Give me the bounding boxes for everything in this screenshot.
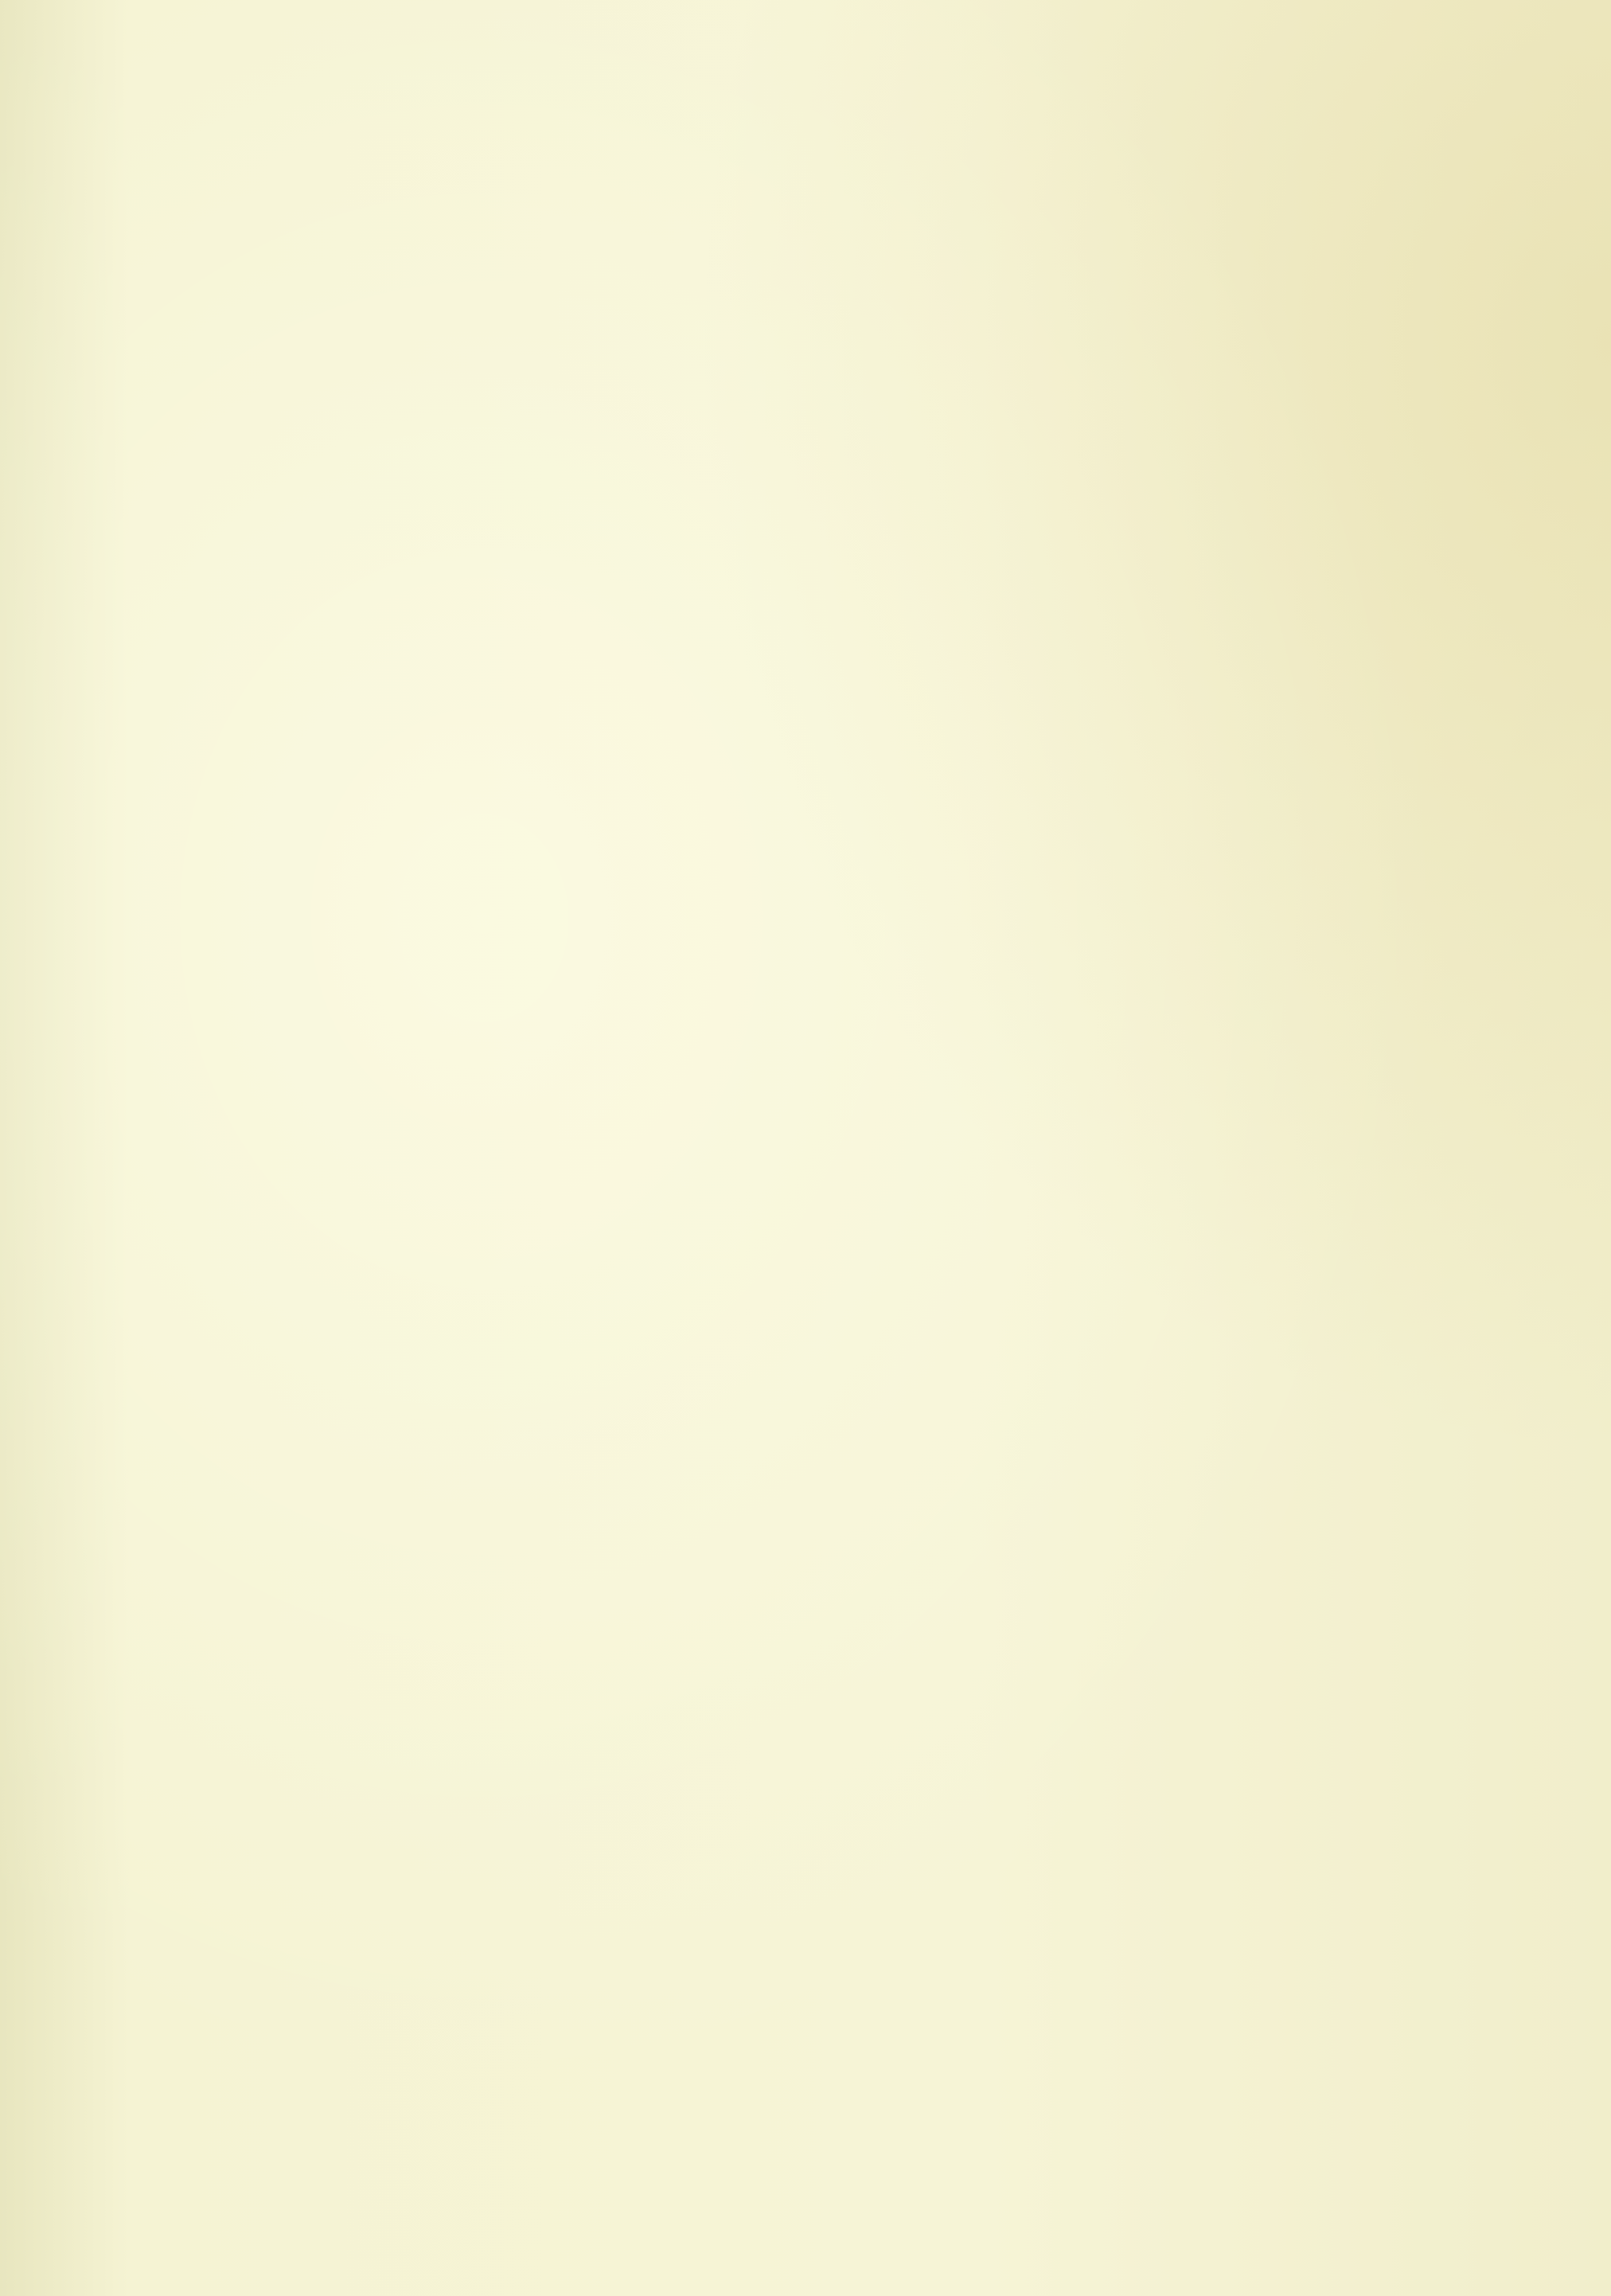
- fleuron-row: [373, 718, 1073, 747]
- page-footer: [172, 1962, 1270, 2018]
- floral-ornament-band: [170, 350, 1261, 408]
- drop-cap: [172, 849, 291, 961]
